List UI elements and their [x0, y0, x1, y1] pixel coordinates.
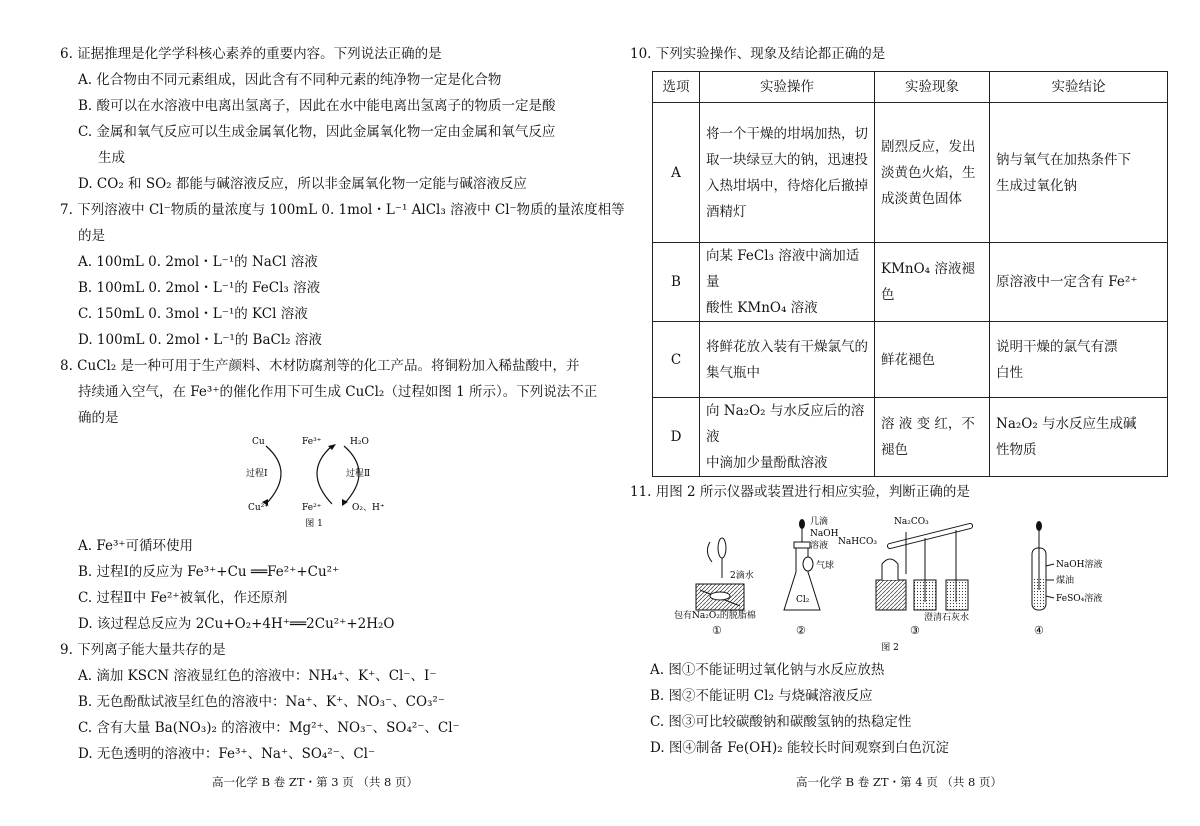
q10-row-b-phenomenon [875, 243, 990, 322]
outer-tube-inner [890, 526, 970, 546]
left-footer: 高一化学 B 卷 ZT・第 3 页 （共 8 页） [212, 775, 418, 789]
balloon [803, 557, 813, 571]
fig1-fe3-label: Fe³⁺ [302, 437, 322, 447]
fig1-process2-label: 过程Ⅱ [346, 469, 371, 479]
fig1-caption: 图 1 [305, 519, 323, 528]
q11-stem: 11. 用图 2 所示仪器或装置进行相应实验，判断正确的是 [630, 484, 970, 500]
q10-row-b-option: B [653, 243, 700, 322]
q10-row-c-operation [700, 322, 875, 398]
cell-line: 原溶液中一定含有 Fe²⁺ [996, 274, 1138, 290]
hand-shape [707, 542, 712, 562]
cell-line: 将一个干燥的坩埚加热，切 [706, 125, 868, 142]
q10-row-d-operation [700, 398, 875, 477]
pointer-1 [1046, 564, 1054, 566]
cell-line: 入热坩埚中，待熔化后撤掉 [706, 177, 868, 194]
q7-stem-cont: 的是 [78, 228, 105, 244]
q9-option-a: A. 滴加 KSCN 溶液显红色的溶液中：NH₄⁺、K⁺、Cl⁻、I⁻ [78, 668, 437, 684]
q7-option-b: B. 100mL 0. 2mol・L⁻¹的 FeCl₃ 溶液 [78, 280, 321, 296]
fig1-cu2-label: Cu²⁺ [248, 503, 270, 513]
fig2-na2co3-label: Na₂CO₃ [894, 517, 929, 527]
q7-stem: 7. 下列溶液中 Cl⁻物质的量浓度与 100mL 0. 1mol・L⁻¹ AlCl₃ 溶液中 Cl⁻物质的量浓度相等 [60, 202, 625, 218]
q11-option-d: D. 图④制备 Fe(OH)₂ 能较长时间观察到白色沉淀 [650, 740, 949, 756]
apparatus-4 [1032, 521, 1102, 637]
table-row [653, 398, 1168, 477]
cell-line: 中滴加少量酚酞溶液 [706, 455, 828, 471]
cell-line: 淡黄色火焰，生 [881, 164, 976, 181]
q9-option-c: C. 含有大量 Ba(NO₃)₂ 的溶液中：Mg²⁺、NO₃⁻、SO₄²⁻、Cl⁻ [78, 720, 460, 736]
q10-header-conclusion: 实验结论 [990, 72, 1168, 103]
fig2-caption: 图 2 [881, 643, 899, 653]
right-page [600, 0, 1200, 826]
q8-stem-cont2: 确的是 [78, 410, 119, 426]
apparatus-3 [838, 517, 970, 637]
q8-option-b: B. 过程Ⅰ的反应为 Fe³⁺+Cu ══Fe²⁺+Cu²⁺ [78, 564, 340, 580]
fig2-kerosene-label: 煤油 [1056, 576, 1075, 586]
cell-line: 性物质 [996, 442, 1037, 458]
cell-line: 酸性 KMnO₄ 溶液 [706, 300, 818, 316]
cell-line: 成淡黄色固体 [881, 190, 962, 207]
q7-option-a: A. 100mL 0. 2mol・L⁻¹的 NaCl 溶液 [78, 254, 318, 270]
apparatus-1 [674, 538, 756, 637]
cell-line: Na₂O₂ 与水反应生成碱 [996, 416, 1137, 432]
stand-block [876, 580, 906, 610]
cell-line: 酒精灯 [706, 203, 747, 220]
cell-line: 向某 FeCl₃ 溶液中滴加适量 [706, 248, 860, 290]
cell-line: 溶 液 变 红，不 [881, 416, 975, 432]
tube-dropper-bulb [1036, 521, 1042, 531]
fig2-cotton-label: 包有Na₂O₂的脱脂棉 [674, 611, 756, 621]
q10-row-b-operation [700, 243, 875, 322]
burner [882, 559, 898, 580]
right-footer: 高一化学 B 卷 ZT・第 4 页 （共 8 页） [796, 775, 1002, 789]
q6-option-b: B. 酸可以在水溶液中电离出氢离子，因此在水中能电离出氢离子的物质一定是酸 [78, 98, 556, 114]
q7-option-d: D. 100mL 0. 2mol・L⁻¹的 BaCl₂ 溶液 [78, 332, 322, 348]
fig1-arc-mid [317, 446, 332, 504]
q7-option-c: C. 150mL 0. 3mol・L⁻¹的 KCl 溶液 [78, 306, 308, 322]
fig2-n2: ② [796, 624, 806, 637]
fig2-water-label: 2滴水 [730, 571, 754, 581]
q10-header-option: 选项 [653, 72, 700, 103]
cell-line: 钠与氧气在加热条件下 [996, 151, 1131, 168]
table-row [653, 322, 1168, 398]
fig2-naoh-sol-label: NaOH溶液 [1056, 560, 1103, 570]
dropper-bulb-2 [799, 519, 805, 529]
q11-option-b: B. 图②不能证明 Cl₂ 与烧碱溶液反应 [650, 688, 873, 704]
stopper [794, 542, 810, 548]
apparatus-2 [784, 515, 839, 637]
q9-stem: 9. 下列离子能大量共存的是 [60, 642, 226, 658]
fig2-n3: ③ [910, 624, 920, 637]
q8-option-c: C. 过程Ⅱ中 Fe²⁺被氧化，作还原剂 [78, 590, 288, 606]
q6-option-d: D. CO₂ 和 SO₂ 都能与碱溶液反应，所以非金属氧化物一定能与碱溶液反应 [78, 176, 527, 192]
q10-row-a-phenomenon [875, 103, 990, 243]
q10-row-c-option: C [653, 322, 700, 398]
q6-option-a: A. 化合物由不同元素组成，因此含有不同种元素的纯净物一定是化合物 [78, 72, 502, 88]
fig1-cu-label: Cu [252, 437, 265, 447]
table-row [653, 103, 1168, 243]
fig2-balloon-label: 气球 [816, 561, 835, 571]
q6-stem: 6. 证据推理是化学学科核心素养的重要内容。下列说法正确的是 [60, 46, 442, 62]
q10-row-b-conclusion [990, 243, 1168, 322]
cell-line: 集气瓶中 [706, 364, 760, 381]
table-row [653, 243, 1168, 322]
fig2-limewater-label: 澄清石灰水 [924, 613, 970, 623]
beaker-right [946, 580, 968, 610]
cell-line: 取一块绿豆大的钠，迅速投 [706, 151, 868, 168]
q10-stem: 10. 下列实验操作、现象及结论都正确的是 [630, 46, 886, 62]
beaker-left [914, 580, 936, 610]
cell-line: 剧烈反应，发出 [881, 138, 976, 155]
q10-row-d-conclusion [990, 398, 1168, 477]
q10-row-a-operation [700, 103, 875, 243]
fig2-n1: ① [712, 624, 722, 637]
q10-row-c-conclusion [990, 322, 1168, 398]
figure-1-diagram [232, 432, 402, 528]
fig1-o2h-label: O₂、H⁺ [352, 503, 385, 513]
cell-line: 生成过氧化钠 [996, 177, 1077, 194]
q10-table-header [653, 72, 1168, 103]
fig1-h2o-label: H₂O [350, 437, 369, 447]
q10-row-a-conclusion [990, 103, 1168, 243]
q10-row-a-option: A [653, 103, 700, 243]
q6-option-c-cont: 生成 [98, 150, 125, 166]
pointer-3 [1046, 596, 1054, 598]
q10-header-operation: 实验操作 [700, 72, 875, 103]
cell-line: 褪色 [881, 442, 908, 458]
q10-row-d-phenomenon [875, 398, 990, 477]
fig2-cl2-label: Cl₂ [796, 595, 810, 605]
cell-line: 说明干燥的氯气有漂 [996, 338, 1118, 355]
fig2-naoh-drops-2: NaOH [810, 529, 839, 539]
fig1-fe2-label: Fe²⁺ [302, 503, 322, 513]
q8-option-a: A. Fe³⁺可循环使用 [78, 538, 193, 554]
fig1-arc-left [266, 446, 281, 504]
cell-line: KMnO₄ 溶液褪色 [881, 261, 975, 303]
fig2-n4: ④ [1034, 624, 1044, 637]
cotton-ball [710, 592, 730, 600]
q8-stem: 8. CuCl₂ 是一种可用于生产颜料、木材防腐剂等的化工产品。将铜粉加入稀盐酸中，并 [60, 358, 580, 374]
q11-option-c: C. 图③可比较碳酸钠和碳酸氢钠的热稳定性 [650, 714, 912, 730]
fig2-naoh-drops-3: 溶液 [810, 541, 829, 551]
q8-stem-cont1: 持续通入空气，在 Fe³⁺的催化作用下可生成 CuCl₂（过程如图 1 所示）。下列说法不正 [78, 384, 598, 400]
cell-line: 将鲜花放入装有干燥氯气的 [706, 338, 868, 355]
cell-line: 向 Na₂O₂ 与水反应后的溶液 [706, 403, 865, 445]
q11-option-a: A. 图①不能证明过氧化钠与水反应放热 [650, 662, 885, 678]
q10-row-d-option: D [653, 398, 700, 477]
q10-row-c-phenomenon [875, 322, 990, 398]
cell-line: 鲜花褪色 [881, 351, 935, 368]
q10-header-phenomenon: 实验现象 [875, 72, 990, 103]
q10-table [652, 71, 1168, 477]
cell-line: 白性 [996, 364, 1023, 381]
q9-option-b: B. 无色酚酞试液呈红色的溶液中：Na⁺、K⁺、NO₃⁻、CO₃²⁻ [78, 694, 445, 710]
fig1-process1-label: 过程Ⅰ [246, 469, 268, 479]
q8-option-d: D. 该过程总反应为 2Cu+O₂+4H⁺══2Cu²⁺+2H₂O [78, 616, 395, 632]
fig2-nahco3-label: NaHCO₃ [838, 537, 877, 547]
dropper-bulb [718, 538, 726, 558]
q9-option-d: D. 无色透明的溶液中：Fe³⁺、Na⁺、SO₄²⁻、Cl⁻ [78, 746, 376, 762]
figure-2-diagram [670, 506, 1110, 654]
q6-option-c: C. 金属和氧气反应可以生成金属氧化物，因此金属氧化物一定由金属和氧气反应 [78, 124, 556, 140]
fig2-naoh-drops-1: 几滴 [810, 517, 829, 527]
fig2-feso4-label: FeSO₄溶液 [1056, 594, 1103, 604]
